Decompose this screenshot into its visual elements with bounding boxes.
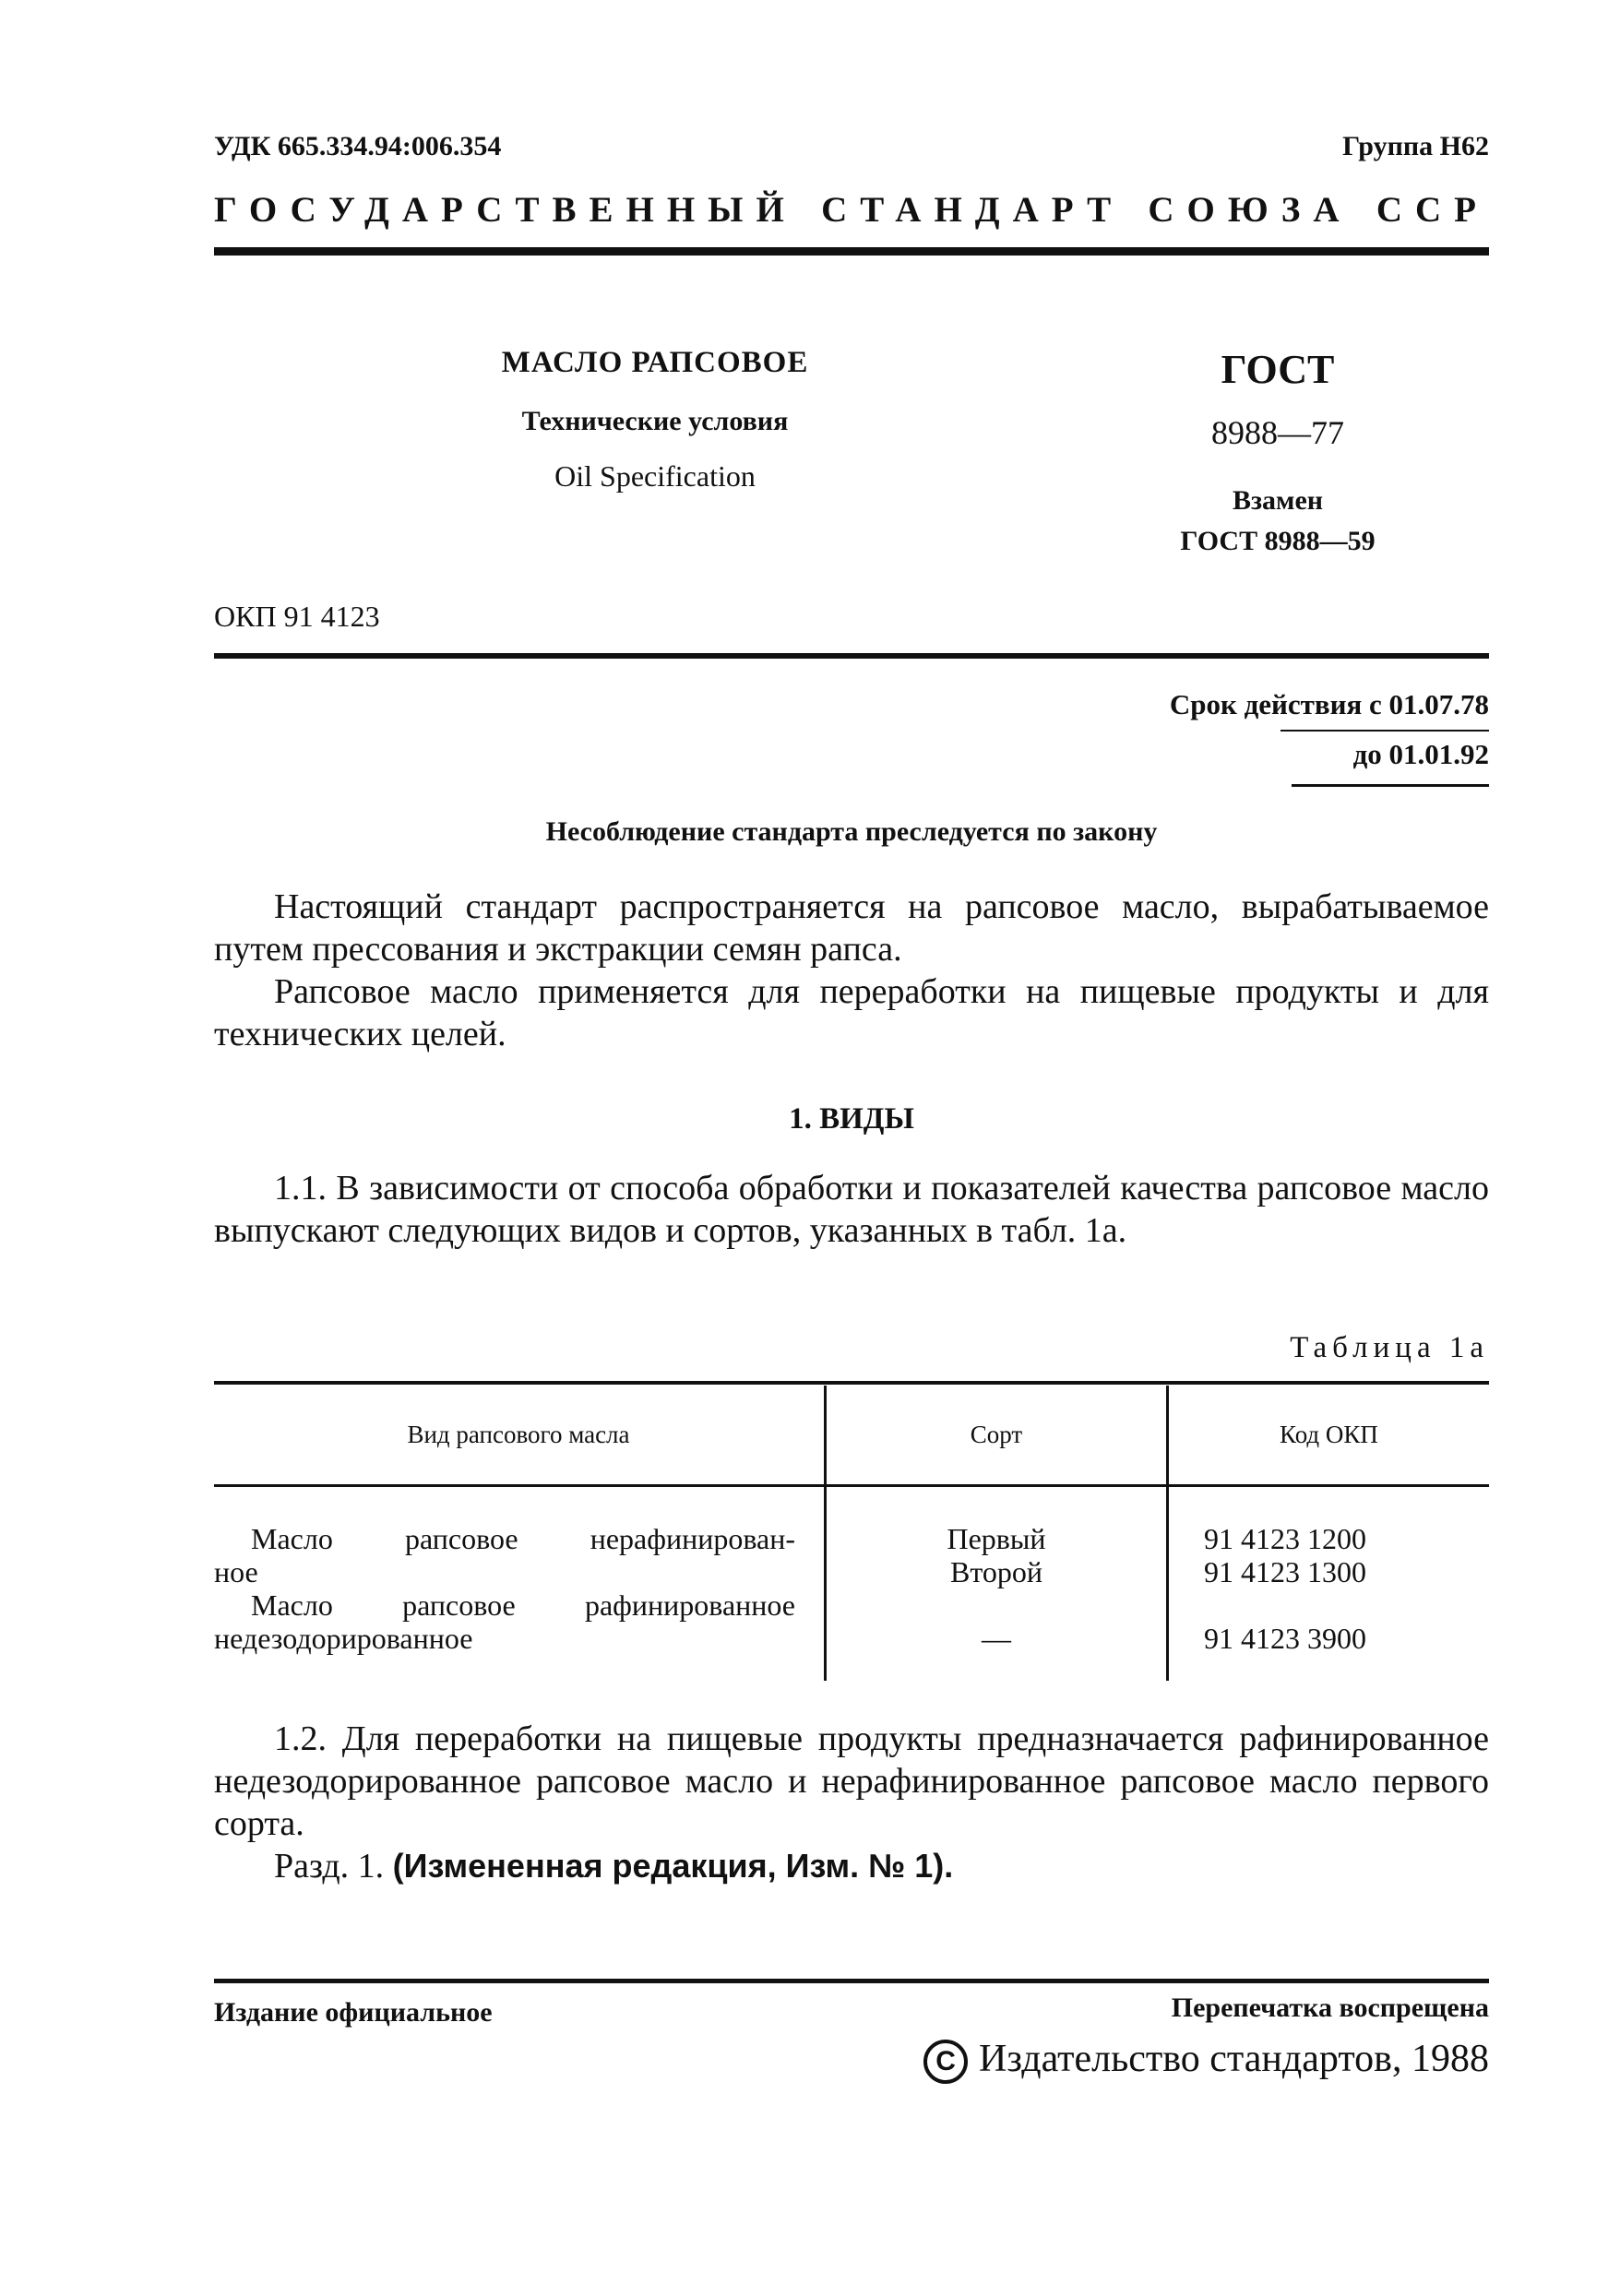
official-edition: Издание официальное [214, 1997, 493, 2028]
table-caption: Таблица 1а [1290, 1331, 1489, 1364]
replaces-value: ГОСТ 8988—59 [1180, 526, 1376, 556]
validity-from: Срок действия с 01.07.78 [1169, 688, 1489, 720]
table-header-grade: Сорт [970, 1421, 1023, 1448]
reprint-prohibited: Перепечатка воспрещена [1171, 1993, 1489, 2023]
publisher-line [923, 2037, 1489, 2084]
amendment-prefix: Разд. 1. [274, 1847, 385, 1886]
copyright-icon: C [923, 2040, 968, 2084]
amendment-note [214, 1845, 1489, 1887]
header-divider [214, 247, 1489, 256]
banner-word-2: СТАНДАРТ [821, 190, 1125, 230]
english-title: Oil Specification [554, 459, 756, 493]
intro-paragraph-1 [214, 886, 1489, 970]
intro-paragraph-2 [214, 970, 1489, 1055]
section-heading: 1. ВИДЫ [789, 1102, 914, 1136]
udk-code: УДК 665.334.94:006.354 [214, 131, 502, 161]
table-top-rule [214, 1381, 1489, 1385]
table-cell-code-1b: 91 4123 1300 [1204, 1555, 1366, 1588]
table-cell-kind-2-line2: недезодорированное [214, 1622, 473, 1655]
document-title: МАСЛО РАПСОВОЕ [501, 346, 809, 379]
table-cell-code-1a: 91 4123 1200 [1204, 1522, 1366, 1555]
banner-word-3: СОЮЗА [1148, 190, 1352, 230]
legal-warning: Несоблюдение стандарта преследуется по закону [545, 816, 1158, 847]
table-cell-kind-2-line1: Масло рапсовое рафинированное [251, 1588, 795, 1622]
intro-text-2: Рапсовое масло применяется для переработки на пищевые продукты и для технических целей. [214, 972, 1489, 1053]
footer-divider [214, 1979, 1489, 1983]
gost-label: ГОСТ [1221, 347, 1335, 392]
validity-underline-2 [1292, 784, 1489, 787]
document-subtitle: Технические условия [521, 406, 789, 436]
clause-1-1 [214, 1167, 1489, 1252]
replaces-label: Взамен [1232, 485, 1324, 516]
clause-1-2-text: 1.2. Для переработки на пищевые продукты предназначается рафинированное недезодорированное рапсовое масло и нерафинированное рапсовое масло первого сорта. [214, 1719, 1489, 1843]
state-standard-banner [214, 189, 1489, 231]
publisher-text: Издательство стандартов, 1988 [979, 2038, 1489, 2080]
validity-to: до 01.01.92 [1352, 738, 1489, 770]
gost-number: 8988—77 [1211, 414, 1344, 451]
table-cell-grade-1b: Второй [949, 1555, 1043, 1588]
banner-word-4: ССР [1376, 190, 1489, 230]
table-header-rule [214, 1484, 1489, 1487]
group-code: Группа Н62 [1342, 131, 1489, 161]
table-row-2-codes [1204, 1622, 1481, 1655]
okp-code: ОКП 91 4123 [214, 600, 380, 633]
validity-underline-1 [1281, 730, 1489, 732]
table-cell-kind-1-line2: ное [214, 1555, 258, 1588]
table-row-1-kind [214, 1522, 795, 1588]
table-row-2-grades [827, 1622, 1166, 1655]
clause-1-2 [214, 1718, 1489, 1887]
table-cell-grade-1a: Первый [947, 1522, 1046, 1555]
table-cell-kind-1-line1: Масло рапсовое нерафинирован- [251, 1522, 795, 1555]
clause-1-1-text: 1.1. В зависимости от способа обработки и показателей качества рапсовое масло выпускают следующих видов и сортов, указанных в табл. 1а. [214, 1169, 1489, 1250]
table-row-1-codes [1204, 1522, 1481, 1588]
banner-word-1: ГОСУДАРСТВЕННЫЙ [214, 190, 797, 230]
intro-text-1: Настоящий стандарт распространяется на рапсовое масло, вырабатываемое путем прессования и экстракции семян рапса. [214, 887, 1489, 969]
table-header-code: Код ОКП [1280, 1421, 1378, 1448]
table-cell-grade-2: — [982, 1622, 1011, 1655]
table-row-1-grades [827, 1522, 1166, 1588]
title-divider [214, 653, 1489, 659]
table-header-kind: Вид рапсового масла [407, 1421, 630, 1448]
table-row-2-kind [214, 1588, 795, 1655]
amendment-text: (Измененная редакция, Изм. № 1). [392, 1847, 954, 1885]
table-cell-code-2: 91 4123 3900 [1204, 1622, 1366, 1655]
